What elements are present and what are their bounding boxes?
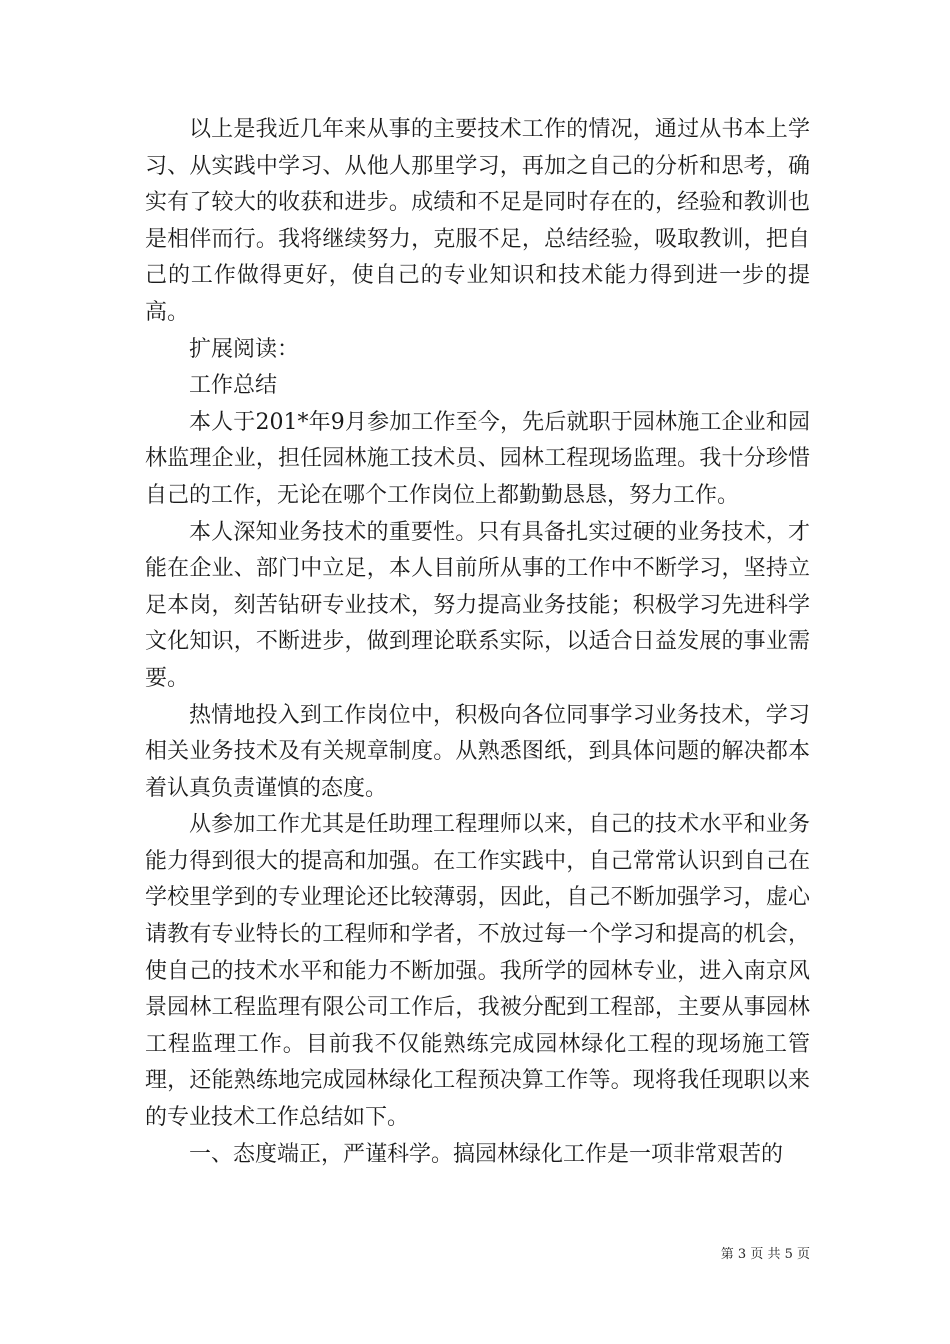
paragraph-enthusiasm: 热情地投入到工作岗位中，积极向各位同事学习业务技术，学习相关业务技术及有关规章制度。从熟悉图纸，到具体问题的解决都本着认真负责谨慎的态度。	[145, 702, 810, 801]
page-number: 第 3 页 共 5 页	[720, 1247, 810, 1262]
paragraph-employment: 本人于201*年9月参加工作至今，先后就职于园林施工企业和园林监理企业，担任园林施工技术员、园林工程现场监理。我十分珍惜自己的工作，无论在哪个工作岗位上都勤勤恳恳，努力工作。	[145, 409, 810, 508]
paragraph-experience: 从参加工作尤其是任助理工程理师以来，自己的技术水平和业务能力得到很大的提高和加强。在工作实践中，自己常常认识到自己在学校里学到的专业理论还比较薄弱，因此，自己不断加强学习，虚心请教有专业特长的工程师和学者，不放过每一个学习和提高的机会，使自己的技术水平和能力不断加强。我所学的园林专业，进入南京风景园林工程监理有限公司工作后，我被分配到工程部，主要从事园林工程监理工作。目前我不仅能熟练完成园林绿化工程的现场施工管理，还能熟练地完成园林绿化工程预决算工作等。现将我任现职以来的专业技术工作总结如下。	[145, 812, 810, 1131]
paragraph-attitude: 一、态度端正，严谨科学。搞园林绿化工作是一项非常艰苦的	[189, 1141, 784, 1167]
heading-extended-reading: 扩展阅读：	[189, 336, 300, 362]
paragraph-technical-importance: 本人深知业务技术的重要性。只有具备扎实过硬的业务技术，才能在企业、部门中立足，本人目前所从事的工作中不断学习，坚持立足本岗，刻苦钻研专业技术，努力提高业务技能；积极学习先进科学文化知识，不断进步，做到理论联系实际，以适合日益发展的事业需要。	[145, 519, 810, 691]
heading-work-summary: 工作总结	[189, 373, 278, 399]
paragraph-summary: 以上是我近几年来从事的主要技术工作的情况，通过从书本上学习、从实践中学习、从他人那里学习，再加之自己的分析和思考，确实有了较大的收获和进步。成绩和不足是同时存在的，经验和教训也是相伴而行。我将继续努力，克服不足，总结经验，吸取教训，把自己的工作做得更好，使自己的专业知识和技术能力得到进一步的提高。	[145, 117, 810, 325]
document-body	[145, 112, 810, 1173]
